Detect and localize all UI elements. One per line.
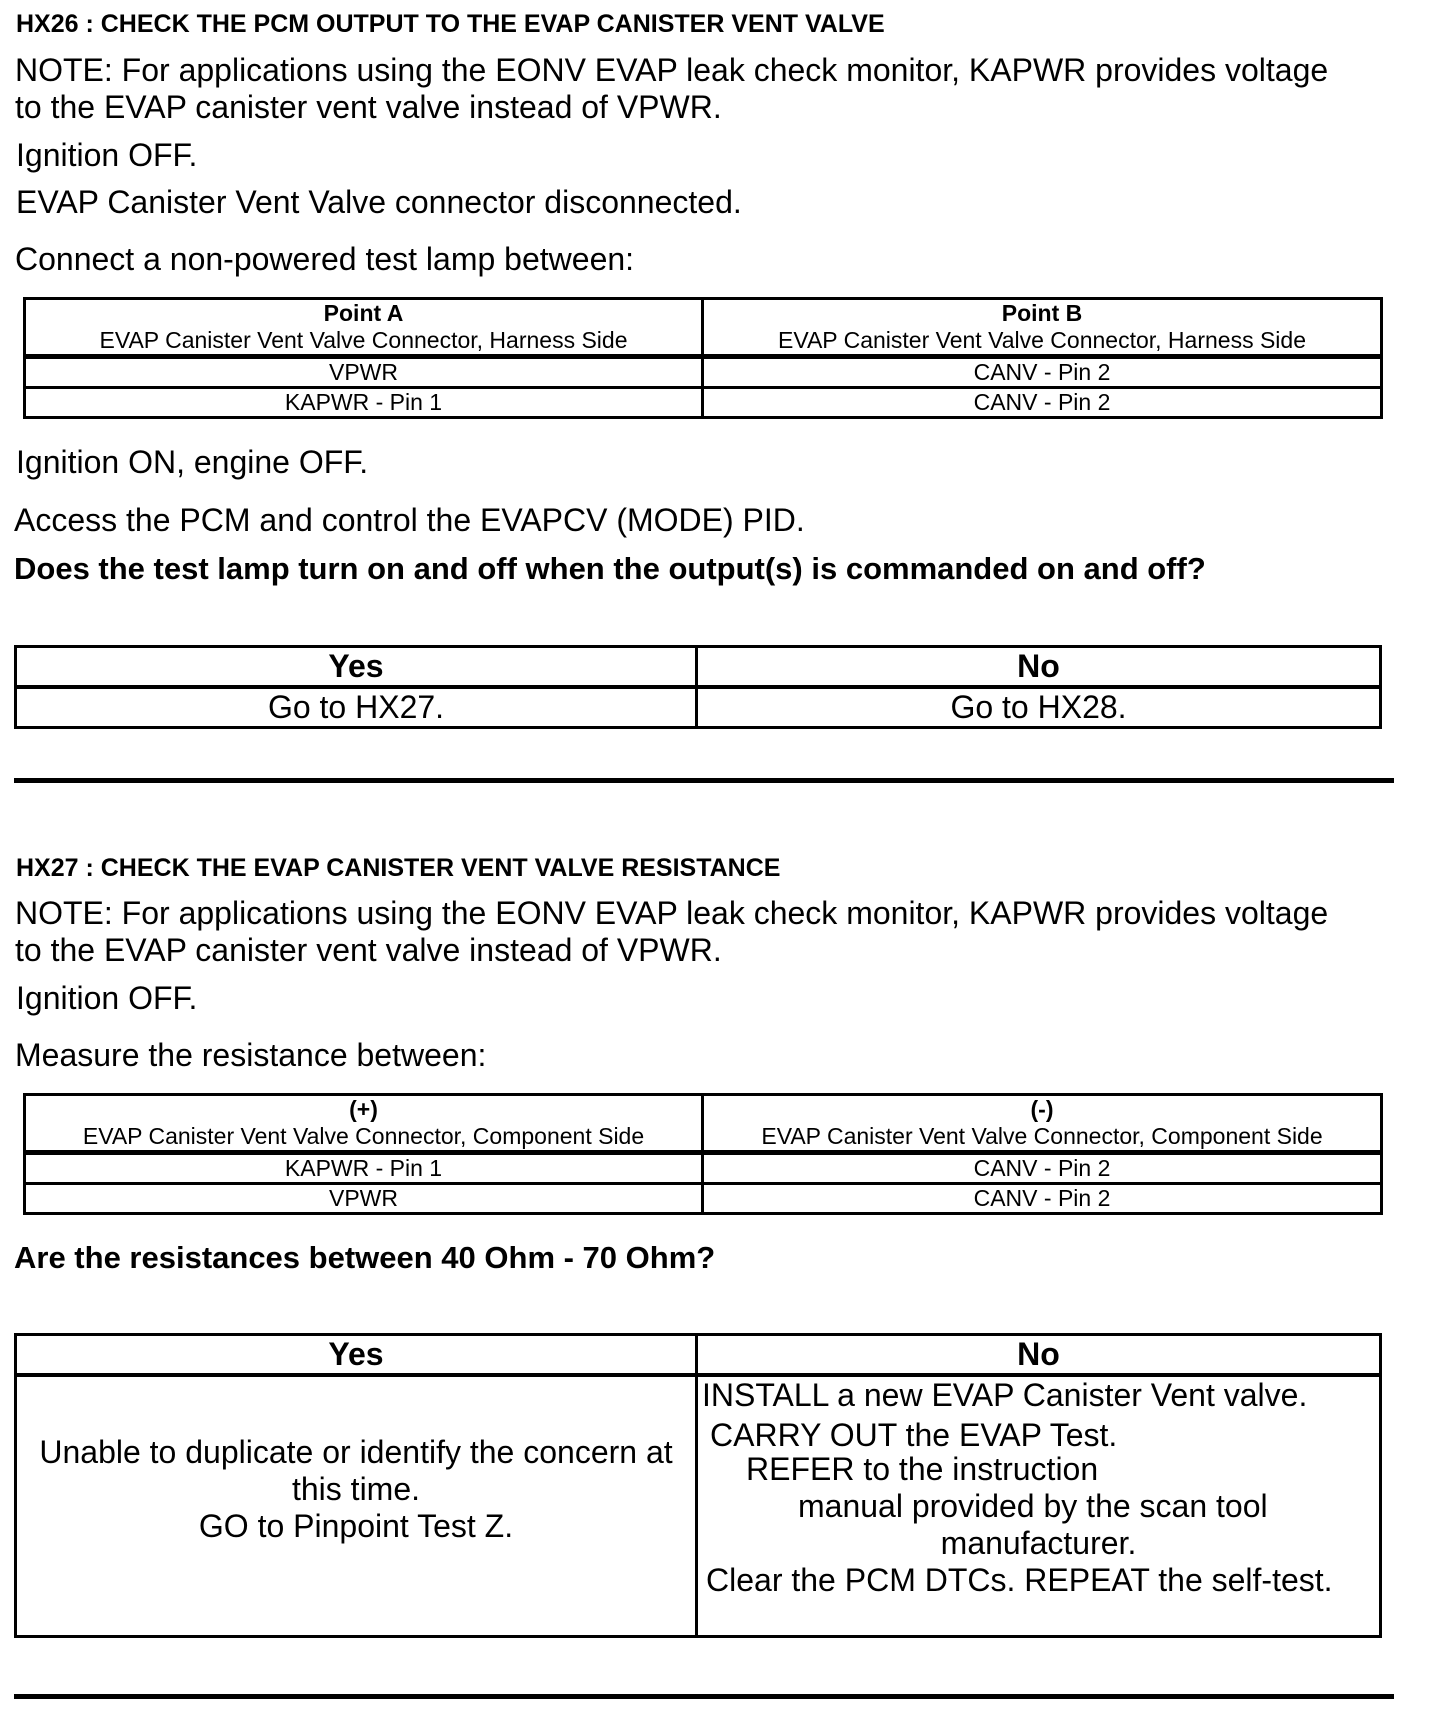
hx27-resistance-table [23,1093,1383,1215]
section-divider [14,1694,1394,1699]
yes-header: Yes [16,647,697,688]
no-action-line: Clear the PCM DTCs. REPEAT the self-test. [706,1562,1333,1598]
table-cell: CANV - Pin 2 [703,1153,1382,1184]
table-row [25,1153,1382,1184]
point-a-header [25,299,703,357]
table-header-row [16,1335,1381,1376]
hx27-result-table [14,1333,1382,1638]
no-action: Go to HX28. [697,687,1381,728]
hx26-step-connect-test-lamp: Connect a non-powered test lamp between: [15,241,635,277]
hx26-test-lamp-table [23,297,1383,419]
table-row [16,687,1381,728]
hx27-note-line1: NOTE: For applications using the EONV EVAP leak check monitor, KAPWR provides voltage [15,895,1329,931]
table-cell: CANV - Pin 2 [703,1184,1382,1214]
positive-subtitle: EVAP Canister Vent Valve Connector, Component Side [82,1123,645,1149]
yes-action-line: GO to Pinpoint Test Z. [198,1507,514,1544]
negative-title: (-) [1030,1096,1054,1122]
hx26-title: HX26 : CHECK THE PCM OUTPUT TO THE EVAP CANISTER VENT VALVE [16,10,885,38]
yes-action: Go to HX27. [16,687,697,728]
no-header: No [697,1335,1381,1376]
no-action-line: CARRY OUT the EVAP Test. [710,1417,1118,1453]
no-action-line: manufacturer. [940,1525,1137,1561]
table-header-row [16,647,1381,688]
negative-header [703,1095,1382,1153]
negative-subtitle: EVAP Canister Vent Valve Connector, Component Side [761,1123,1323,1149]
yes-action-line: this time. [291,1470,421,1507]
table-cell: VPWR [25,1184,703,1214]
hx26-question: Does the test lamp turn on and off when the output(s) is commanded on and off? [14,551,1206,586]
table-cell: KAPWR - Pin 1 [25,1153,703,1184]
table-row [25,388,1382,418]
table-row [25,357,1382,388]
table-cell: CANV - Pin 2 [703,388,1382,418]
yes-action [16,1375,697,1637]
no-header: No [697,647,1381,688]
table-cell: VPWR [25,357,703,388]
hx27-step-ignition-off: Ignition OFF. [16,980,198,1016]
table-cell: CANV - Pin 2 [703,357,1382,388]
hx26-note-line2: to the EVAP canister vent valve instead of VPWR. [15,89,722,125]
section-divider [14,778,1394,783]
point-b-subtitle: EVAP Canister Vent Valve Connector, Harness Side [777,327,1306,353]
hx26-result-table [14,645,1382,729]
no-action [697,1375,1381,1637]
hx27-note-line2: to the EVAP canister vent valve instead of VPWR. [15,932,722,968]
hx27-step-measure-resistance: Measure the resistance between: [15,1037,487,1073]
table-header-row [25,1095,1382,1153]
hx27-title: HX27 : CHECK THE EVAP CANISTER VENT VALVE RESISTANCE [16,854,781,882]
table-header-row [25,299,1382,357]
no-action-line: INSTALL a new EVAP Canister Vent valve. [702,1377,1308,1413]
no-action-line: REFER to the instruction [746,1451,1099,1487]
no-action-line: manual provided by the scan tool [798,1488,1268,1524]
point-b-header [703,299,1382,357]
table-row [25,1184,1382,1214]
positive-header [25,1095,703,1153]
hx26-step-connector-disconnected: EVAP Canister Vent Valve connector disconnected. [16,184,742,220]
positive-title: (+) [349,1096,378,1122]
hx26-step-access-pcm: Access the PCM and control the EVAPCV (MODE) PID. [14,502,805,538]
hx26-step-ignition-off: Ignition OFF. [16,137,198,173]
point-a-title: Point A [323,300,404,326]
yes-header: Yes [16,1335,697,1376]
table-cell: KAPWR - Pin 1 [25,388,703,418]
yes-action-line: Unable to duplicate or identify the concern at [39,1433,673,1470]
point-b-title: Point B [1001,300,1083,326]
hx26-note-line1: NOTE: For applications using the EONV EVAP leak check monitor, KAPWR provides voltage [15,52,1329,88]
point-a-subtitle: EVAP Canister Vent Valve Connector, Harness Side [99,327,628,353]
table-row [16,1375,1381,1637]
hx27-question: Are the resistances between 40 Ohm - 70 Ohm? [14,1240,716,1275]
hx26-step-ignition-on: Ignition ON, engine OFF. [16,444,369,480]
